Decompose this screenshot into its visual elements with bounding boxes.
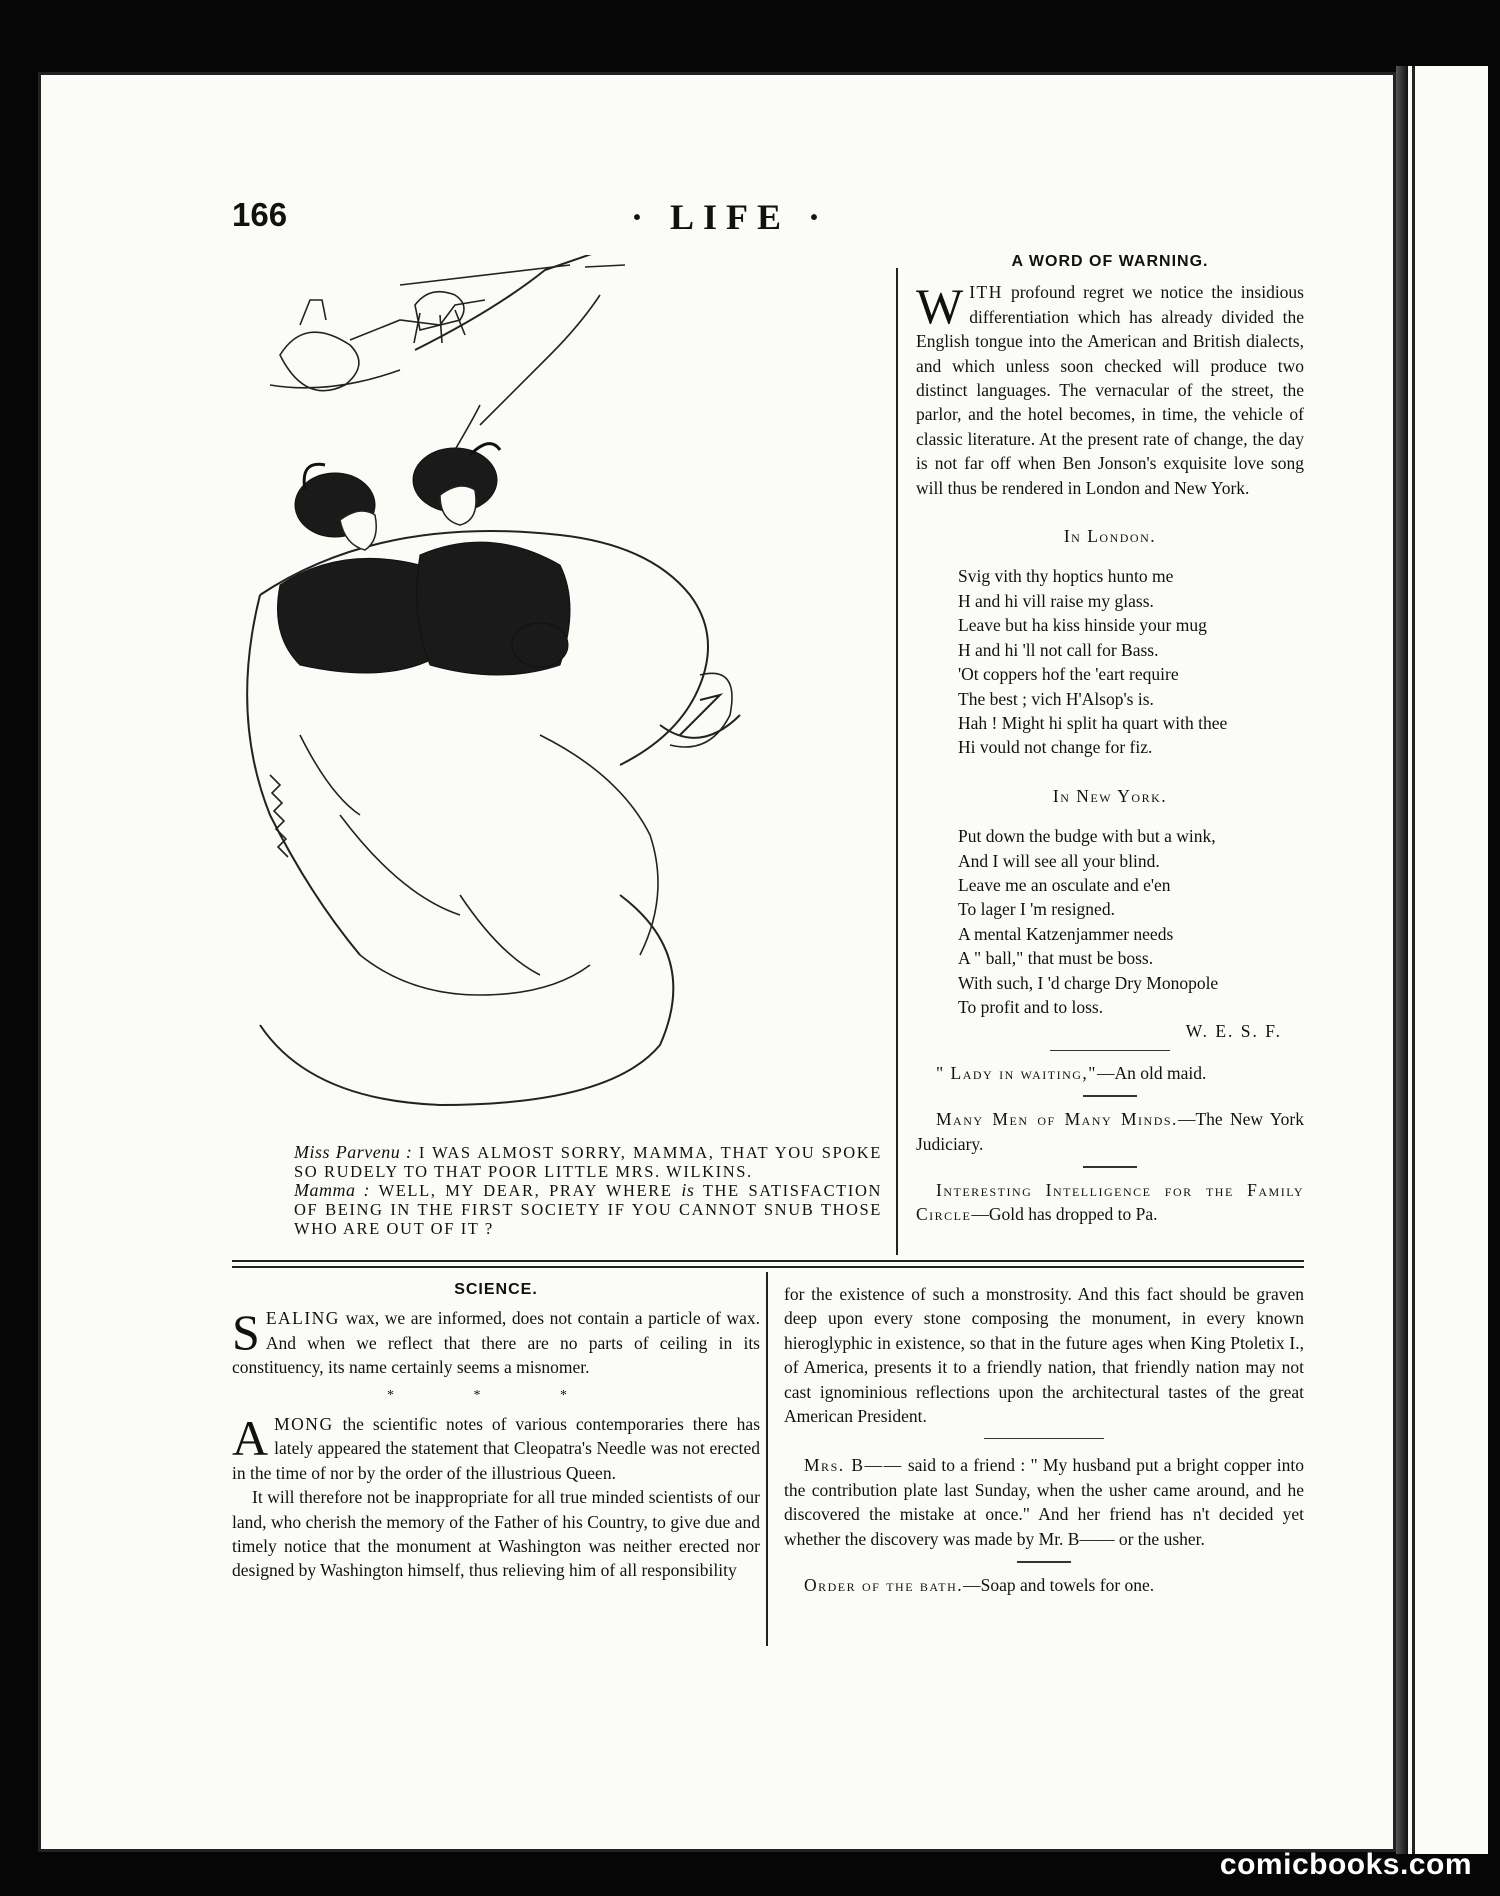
warning-paragraph xyxy=(916,280,1304,500)
bath-squib xyxy=(784,1573,1304,1597)
section-rule xyxy=(1050,1050,1170,1051)
verse-line: Hi vould not change for fiz. xyxy=(958,737,1153,758)
squib-lady xyxy=(916,1061,1304,1085)
mrs-b-text: said to a friend : " My husband put a bright copper into the contribution plate last Sunday, when the usher came around, and he discovered the mistake at once." And her friend has n't decided yet whether the discovery was made by Mr. B—— or the usher. xyxy=(784,1455,1304,1549)
watermark: comicbooks.com xyxy=(1219,1848,1472,1881)
warning-title: A WORD OF WARNING. xyxy=(1011,253,1209,270)
science-body-2: the scientific notes of various contemporaries there has lately appeared the statement that Cleopatra's Needle was not erected in the time of nor by the order of the illustrious Queen. xyxy=(232,1414,761,1483)
signature: W. E. S. F. xyxy=(1185,1021,1282,1042)
caption-speaker-2: Mamma : xyxy=(294,1180,371,1200)
science-paragraph-1 xyxy=(232,1306,760,1379)
page-number: 166 xyxy=(232,196,288,233)
mrs-b-anecdote xyxy=(784,1453,1304,1551)
science-lead-1: EALING xyxy=(265,1308,340,1329)
column-divider-top xyxy=(896,268,898,1255)
cartoon-illustration xyxy=(240,255,880,1130)
london-verse xyxy=(958,564,1304,759)
squib-men xyxy=(916,1107,1304,1156)
science-dropcap-s: S xyxy=(232,1304,260,1361)
caption-line-2b: THE SATISFACTION OF BEING IN THE FIRST SOCIETY IF YOU CANNOT SNUB THOSE WHO ARE OUT OF IT ? xyxy=(294,1181,882,1238)
verse-line: Svig vith thy hoptics hunto me xyxy=(958,566,1174,587)
squib-men-text: —The New York Judiciary. xyxy=(916,1109,1304,1154)
science-title: SCIENCE. xyxy=(454,1281,538,1298)
verse-line: Hah ! Might hi split ha quart with thee xyxy=(958,712,1228,733)
verse-line: To lager I 'm resigned. xyxy=(958,899,1115,920)
warning-dropcap: W xyxy=(916,278,964,335)
verse-line: The best ; vich H'Alsop's is. xyxy=(958,688,1154,709)
science-paragraph-3: It will therefore not be inappropriate for all true minded scientists of our land, who cherish the memory of the Father of his Country, to give due and timely notice that the monument at Washington was neither erected nor designed by Washington himself, thus relieving him of all responsibility xyxy=(232,1487,760,1581)
verse-line: To profit and to loss. xyxy=(958,996,1104,1017)
verse-line: With such, I 'd charge Dry Monopole xyxy=(958,972,1219,993)
verse-line: Leave me an osculate and e'en xyxy=(958,874,1171,895)
verse-line: 'Ot coppers hof the 'eart require xyxy=(958,664,1179,685)
horizontal-rule xyxy=(232,1266,1304,1268)
new-york-heading: In New York. xyxy=(1052,785,1168,806)
warning-body: profound regret we notice the insidious differentiation which has already divided the English tongue into the American and British dialects, and which unless soon checked will produce two distinct languages. The vernacular of the street, the parlor, and the hotel becomes, in time, the vehicle of classic literature. At the present rate of change, the day is not far off when Ben Jonson's exquisite love song will thus be rendered in London and New York. xyxy=(916,282,1304,498)
squib-interesting-text: —Gold has dropped to Pa. xyxy=(971,1204,1158,1225)
verse-line: A mental Katzenjammer needs xyxy=(958,923,1174,944)
caption-speaker-1: Miss Parvenu : xyxy=(294,1142,413,1162)
squib-lady-lead: " Lady in waiting," xyxy=(936,1062,1097,1083)
science-paragraph-2 xyxy=(232,1412,760,1485)
continued-column xyxy=(784,1282,1304,1607)
verse-line: And I will see all your blind. xyxy=(958,850,1160,871)
science-column xyxy=(232,1278,760,1583)
section-rule xyxy=(1083,1095,1137,1097)
science-continuation: for the existence of such a monstrosity. And this fact should be graven deep upon every stone composing the monument, in every known hieroglyphic in existence, so that in the future ages when King Ptoletix I., of America, presents it to a friendly nation, that friendly nation may not cast ignominious reflections upon the architectural tastes of the great American President. xyxy=(784,1284,1304,1427)
verse-line: H and hi 'll not call for Bass. xyxy=(958,639,1159,660)
new-york-verse xyxy=(958,824,1304,1019)
mrs-b-lead: Mrs. B—— xyxy=(804,1455,903,1476)
book-gutter xyxy=(1396,66,1408,1854)
warning-column xyxy=(916,250,1304,1237)
squib-interesting-lead: Interesting Intelligence for the Family Circle xyxy=(916,1180,1304,1225)
section-rule xyxy=(1017,1561,1071,1563)
caption-line-2a: WELL, MY DEAR, PRAY WHERE xyxy=(378,1181,673,1200)
warning-lead: ITH xyxy=(969,282,1003,303)
section-rule xyxy=(1083,1166,1137,1168)
verse-line: Put down the budge with but a wink, xyxy=(958,826,1216,847)
section-dots: * * * xyxy=(387,1387,605,1403)
masthead-title: · LIFE · xyxy=(630,197,830,237)
science-body-1: wax, we are informed, does not contain a particle of wax. And when we reflect that there are no parts of ceiling in its constituency, its name certainly seems a misnomer. xyxy=(232,1308,761,1378)
squib-interesting xyxy=(916,1178,1304,1227)
london-heading: In London. xyxy=(1063,526,1157,547)
horizontal-rule xyxy=(232,1260,1304,1262)
bath-text: —Soap and towels for one. xyxy=(963,1575,1155,1596)
caption-emphasis: is xyxy=(681,1180,695,1200)
squib-men-lead: Many Men of Many Minds. xyxy=(936,1109,1178,1130)
column-divider-bottom xyxy=(766,1272,768,1646)
verse-line: A " ball," that must be boss. xyxy=(958,948,1154,969)
verse-line: Leave but ha kiss hinside your mug xyxy=(958,615,1207,636)
next-page-edge xyxy=(1408,66,1488,1854)
science-lead-2: MONG xyxy=(274,1414,334,1435)
caption-line-1: I WAS ALMOST SORRY, MAMMA, THAT YOU SPOKE SO RUDELY TO THAT POOR LITTLE MRS. WILKINS. xyxy=(294,1143,882,1181)
science-dropcap-a: A xyxy=(232,1410,269,1467)
bath-lead: Order of the bath. xyxy=(804,1575,964,1596)
squib-lady-text: —An old maid. xyxy=(1096,1062,1207,1083)
cartoon-caption xyxy=(270,1143,882,1238)
verse-line: H and hi vill raise my glass. xyxy=(958,590,1154,611)
section-rule xyxy=(984,1438,1104,1439)
